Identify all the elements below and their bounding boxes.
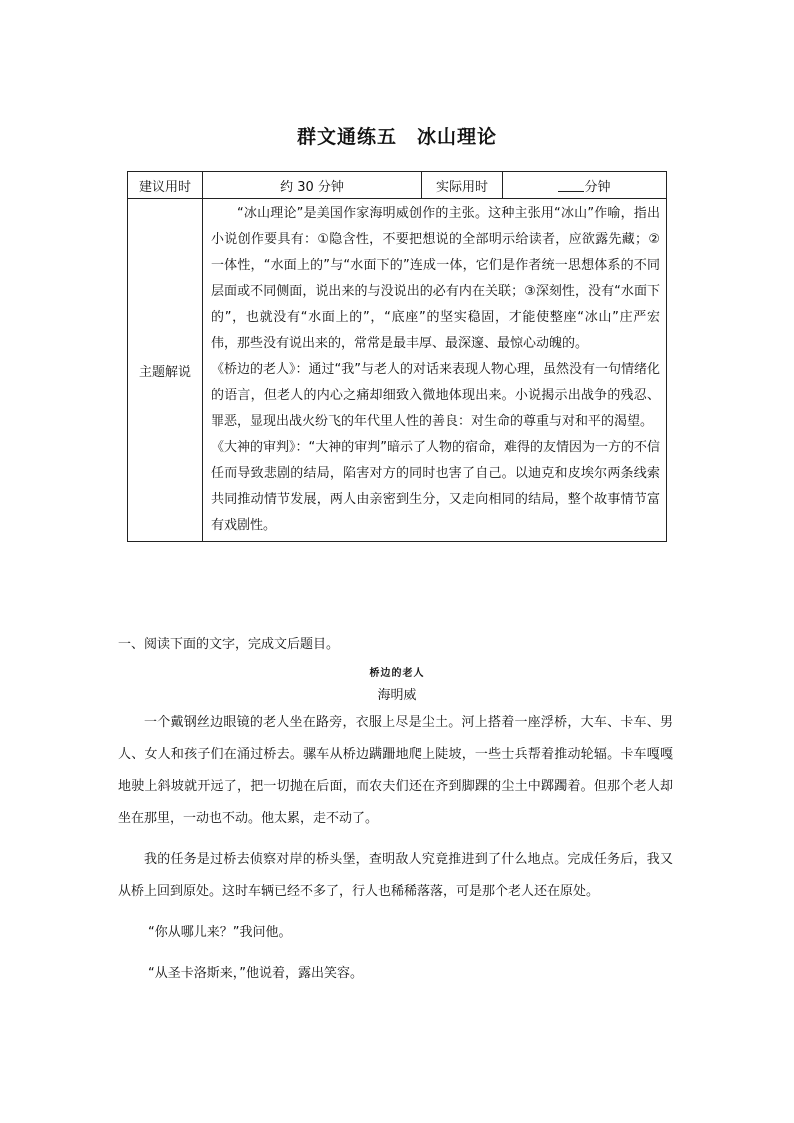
actual-time-suffix: 分钟 xyxy=(584,179,611,195)
info-table xyxy=(127,171,667,542)
theme-label: 主题解说 xyxy=(128,199,203,542)
time-row xyxy=(128,172,667,199)
instruction: 一、阅读下面的文字，完成文后题目。 xyxy=(118,637,340,652)
actual-time-field xyxy=(503,172,667,199)
actual-time-label: 实际用时 xyxy=(422,172,503,199)
theme-paragraph: 《桥边的老人》：通过“我”与老人的对话来表现人物心理，虽然没有一句情绪化的语言，但老人的内心之痛却细致入微地体现出来。小说揭示出战争的残忍、罪恶，显现出战火纷飞的年代里人性的善良：对生命的尊重与对和平的渴望。 xyxy=(211,362,660,429)
story-author: 海明威 xyxy=(377,688,417,703)
story-paragraph: 我的任务是过桥去侦察对岸的桥头堡，查明敌人究竟推进到了什么地点。完成任务后，我又从桥上回到原处。这时车辆已经不多了，行人也稀稀落落，可是那个老人还在原处。 xyxy=(118,852,673,899)
suggested-time-label: 建议用时 xyxy=(128,172,203,199)
suggested-time-value: 约 30 分钟 xyxy=(203,172,422,199)
story-body xyxy=(118,707,673,999)
theme-paragraph: “冰山理论”是美国作家海明威创作的主张。这种主张用“冰山”作喻，指出小说创作要具有：①隐含性，不要把想说的全部明示给读者，应欲露先藏；②一体性，“水面上的”与“水面下的”连成一体，它们是作者统一思想体系的不同层面或不同侧面，说出来的与没说出的必有内在关联；③深刻性，没有“水面下的”，也就没有“水面上的”，“底座”的坚实稳固，才能使整座“冰山”庄严宏伟，那些没有说出来的，常常是最丰厚、最深邃、最惊心动魄的。 xyxy=(211,206,660,351)
story-paragraph: “从圣卡洛斯来，”他说着，露出笑容。 xyxy=(148,966,363,981)
theme-row xyxy=(128,199,667,542)
theme-paragraph: 《大神的审判》：“大神的审判”暗示了人物的宿命，难得的友情因为一方的不信任而导致悲剧的结局，陷害对方的同时也害了自己。以迪克和皮埃尔两条线索共同推动情节发展，两人由亲密到生分，又走向相同的结局，整个故事情节富有戏剧性。 xyxy=(211,440,660,533)
theme-content xyxy=(203,199,667,542)
story-paragraph: “你从哪儿来？”我问他。 xyxy=(148,925,292,940)
actual-time-blank xyxy=(558,179,584,192)
story-paragraph: 一个戴钢丝边眼镜的老人坐在路旁，衣服上尽是尘土。河上搭着一座浮桥，大车、卡车、男人、女人和孩子们在涌过桥去。骡车从桥边蹒跚地爬上陡坡，一些士兵帮着推动轮辐。卡车嘎嘎地驶上斜坡就开远了，把一切抛在后面，而农夫们还在齐到脚踝的尘土中踯躅着。但那个老人却坐在那里，一动也不动。他太累，走不动了。 xyxy=(118,715,673,826)
story-title: 桥边的老人 xyxy=(369,668,425,679)
page-title: 群文通练五 冰山理论 xyxy=(296,126,497,148)
